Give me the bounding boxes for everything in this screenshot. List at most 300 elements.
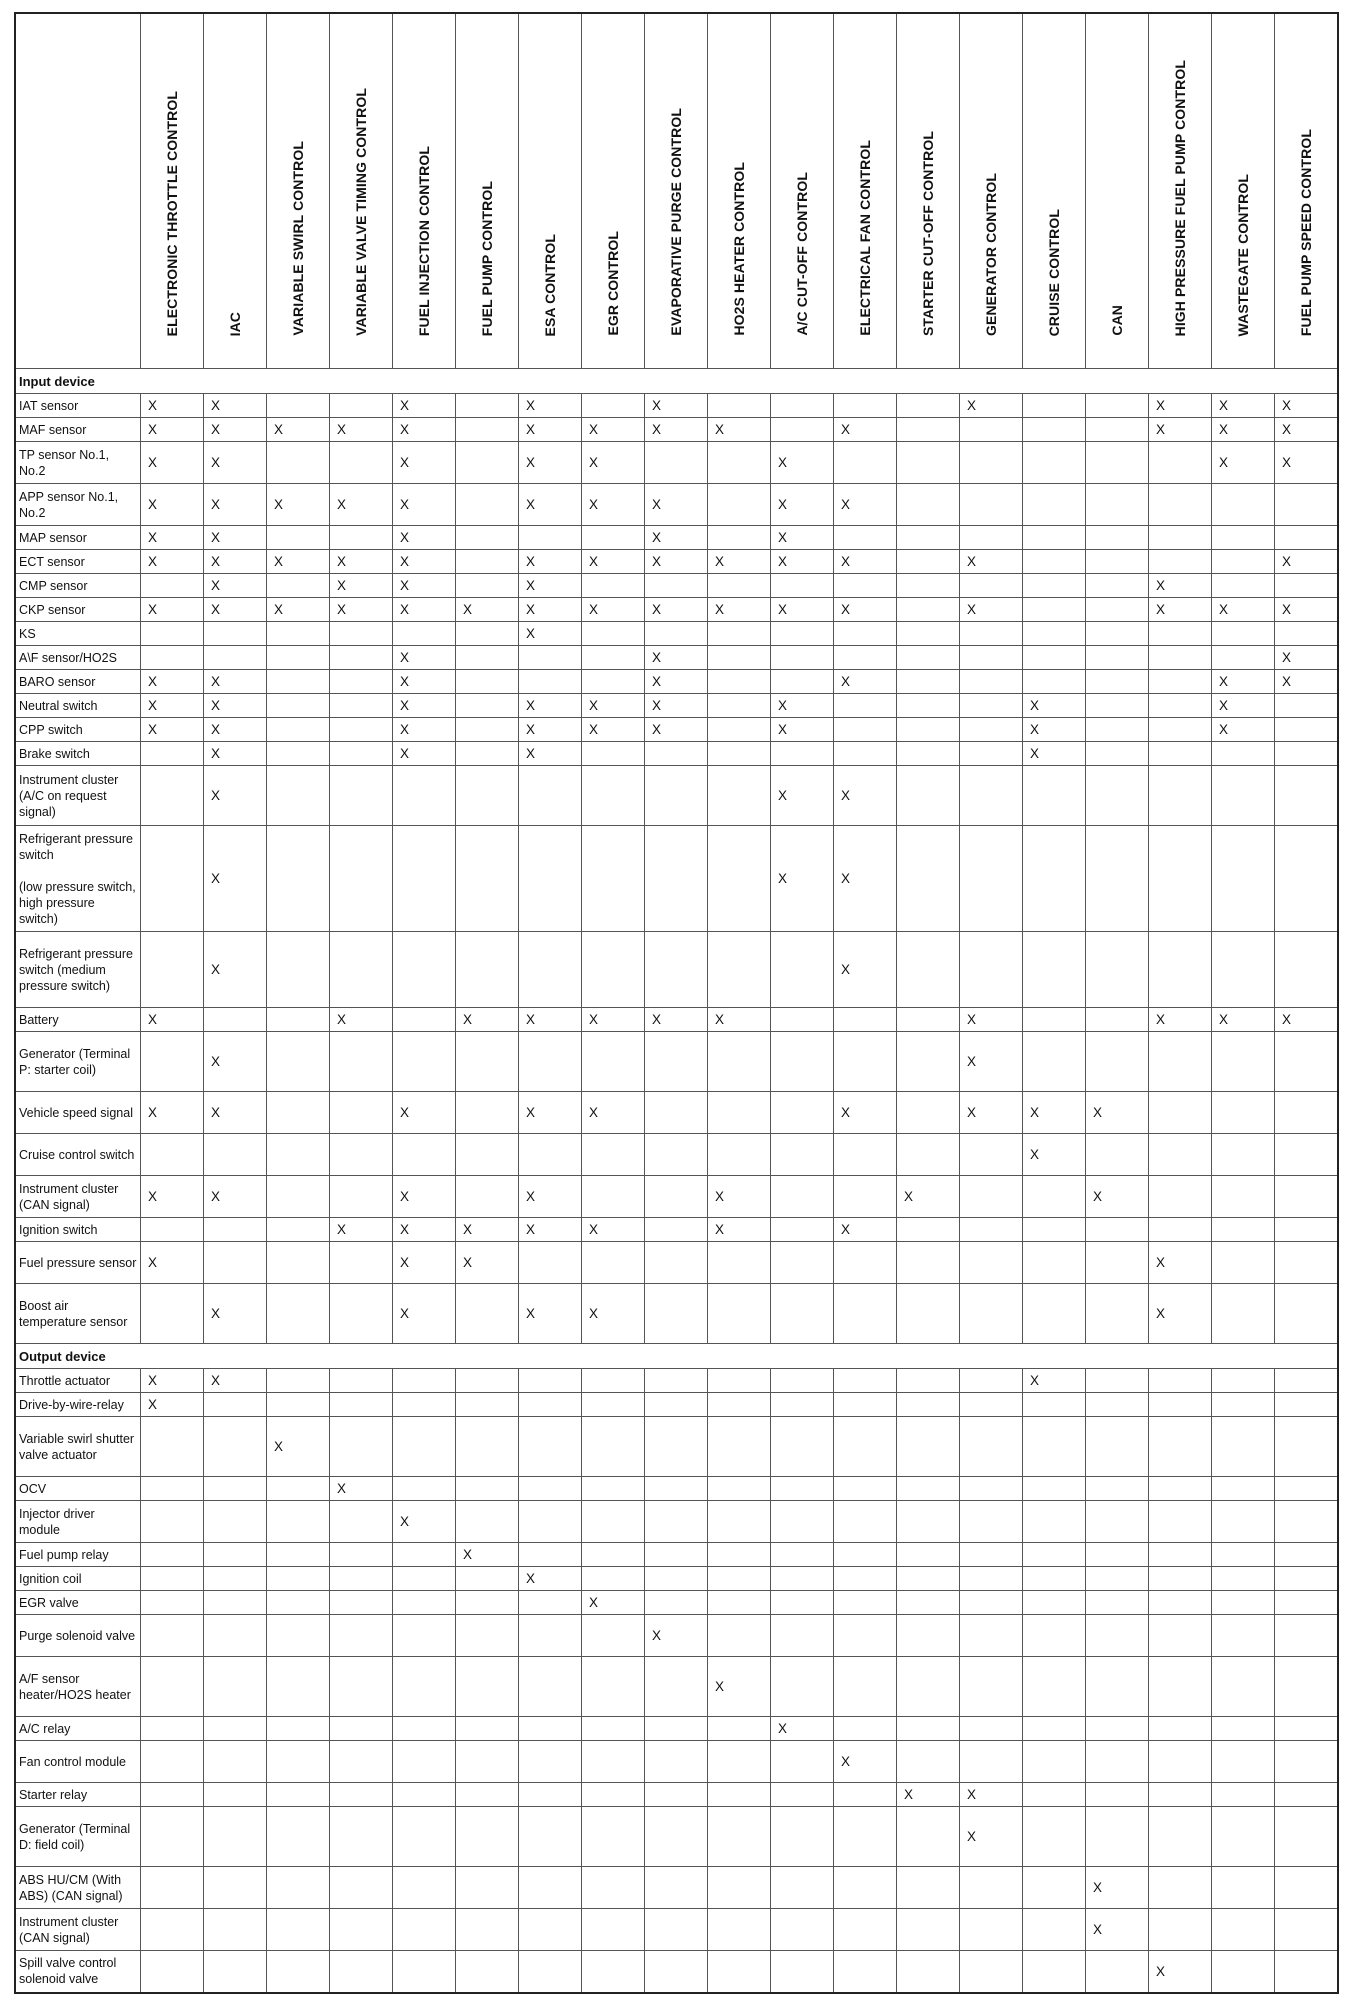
matrix-cell [1086,826,1149,932]
matrix-cell [960,1591,1023,1615]
x-mark: X [778,871,788,886]
matrix-cell [1212,1032,1275,1092]
x-mark: X [400,530,410,545]
matrix-cell [519,1008,582,1032]
table-row [15,1807,1338,1867]
matrix-cell [960,1134,1023,1176]
matrix-cell [393,1783,456,1807]
matrix-cell [771,418,834,442]
matrix-cell [582,670,645,694]
matrix-cell [393,1717,456,1741]
matrix-cell [960,1657,1023,1717]
x-mark: X [652,554,662,569]
matrix-cell [1086,622,1149,646]
matrix-cell [582,1741,645,1783]
matrix-cell [456,826,519,932]
matrix-cell [1086,598,1149,622]
x-mark: X [1156,1255,1166,1270]
x-mark: X [652,602,662,617]
table-row [15,394,1338,418]
matrix-cell [1212,1477,1275,1501]
matrix-cell [456,550,519,574]
table-row [15,1951,1338,1993]
matrix-cell [582,766,645,826]
matrix-cell [393,826,456,932]
matrix-cell [897,1284,960,1344]
matrix-cell [267,1807,330,1867]
matrix-cell [204,1567,267,1591]
matrix-cell [834,1543,897,1567]
matrix-cell [708,1741,771,1783]
matrix-cell [582,1867,645,1909]
matrix-cell [960,1176,1023,1218]
matrix-cell [1275,1591,1339,1615]
matrix-cell [834,1807,897,1867]
row-label: ECT sensor [15,550,141,574]
matrix-cell [1023,1369,1086,1393]
matrix-cell [393,1134,456,1176]
matrix-cell [1086,1741,1149,1783]
matrix-cell [1023,1092,1086,1134]
table-row [15,1008,1338,1032]
matrix-cell [771,826,834,932]
table-row [15,1783,1338,1807]
matrix-cell [645,1393,708,1417]
matrix-cell [1149,1807,1212,1867]
matrix-cell [1275,1807,1339,1867]
x-mark: X [463,1222,473,1237]
column-header-label: STARTER CUT-OFF CONTROL [920,130,936,336]
matrix-cell [267,1242,330,1284]
matrix-cell [1023,1783,1086,1807]
x-mark: X [526,722,536,737]
matrix-cell [897,826,960,932]
matrix-cell [1149,622,1212,646]
matrix-cell [960,1032,1023,1092]
matrix-cell [1149,826,1212,932]
matrix-cell [141,1134,204,1176]
matrix-cell [1149,932,1212,1008]
matrix-cell [1023,1134,1086,1176]
x-mark: X [337,497,347,512]
matrix-cell [708,1909,771,1951]
matrix-cell [204,394,267,418]
matrix-cell [582,394,645,418]
matrix-cell [141,826,204,932]
matrix-cell [519,742,582,766]
matrix-cell [1023,1032,1086,1092]
matrix-cell [1212,1176,1275,1218]
matrix-cell [582,574,645,598]
matrix-cell [456,932,519,1008]
column-header [1212,13,1275,369]
matrix-cell [960,1615,1023,1657]
column-header [645,13,708,369]
matrix-cell [267,1218,330,1242]
matrix-cell [393,622,456,646]
x-mark: X [526,497,536,512]
x-mark: X [841,554,851,569]
matrix-cell [1149,1741,1212,1783]
matrix-cell [960,718,1023,742]
column-header [834,13,897,369]
matrix-cell [141,622,204,646]
matrix-cell [267,1951,330,1993]
matrix-cell [1149,1591,1212,1615]
matrix-cell [1149,1008,1212,1032]
matrix-cell [1212,622,1275,646]
matrix-cell [456,1909,519,1951]
column-header [960,13,1023,369]
matrix-cell [1275,1909,1339,1951]
matrix-cell [1275,1092,1339,1134]
column-header-label: ELECTRONIC THROTTLE CONTROL [164,90,180,336]
matrix-cell [960,766,1023,826]
matrix-cell [519,826,582,932]
matrix-cell [960,1369,1023,1393]
x-mark: X [211,1373,221,1388]
matrix-cell [582,1783,645,1807]
matrix-cell [330,718,393,742]
matrix-cell [1275,1176,1339,1218]
matrix-cell [897,1543,960,1567]
matrix-cell [330,1657,393,1717]
matrix-cell [771,766,834,826]
x-mark: X [526,1012,536,1027]
row-label: MAF sensor [15,418,141,442]
matrix-cell [141,1741,204,1783]
x-mark: X [967,398,977,413]
x-mark: X [274,497,284,512]
matrix-cell [1149,418,1212,442]
matrix-cell [141,1008,204,1032]
x-mark: X [652,497,662,512]
x-mark: X [652,674,662,689]
column-header [1275,13,1339,369]
matrix-cell [960,1008,1023,1032]
matrix-cell [771,1615,834,1657]
x-mark: X [463,1547,473,1562]
matrix-cell [771,1951,834,1993]
matrix-cell [582,932,645,1008]
row-label: Fuel pressure sensor [15,1242,141,1284]
x-mark: X [148,674,158,689]
matrix-cell [456,526,519,550]
matrix-cell [897,1615,960,1657]
matrix-cell [645,574,708,598]
matrix-cell [771,1176,834,1218]
x-mark: X [400,602,410,617]
matrix-cell [960,526,1023,550]
matrix-cell [1212,1567,1275,1591]
matrix-cell [834,1176,897,1218]
table-row [15,484,1338,526]
matrix-cell [582,1242,645,1284]
matrix-cell [1275,1134,1339,1176]
matrix-cell [708,646,771,670]
x-mark: X [526,554,536,569]
matrix-cell [330,1284,393,1344]
x-mark: X [1282,674,1292,689]
matrix-cell [582,826,645,932]
matrix-cell [267,646,330,670]
row-label: Ignition coil [15,1567,141,1591]
x-mark: X [778,530,788,545]
matrix-cell [960,1284,1023,1344]
matrix-cell [330,1501,393,1543]
matrix-cell [645,1242,708,1284]
matrix-cell [834,1909,897,1951]
matrix-cell [1149,670,1212,694]
matrix-cell [1023,932,1086,1008]
matrix-cell [897,1783,960,1807]
matrix-cell [897,1591,960,1615]
matrix-cell [1275,932,1339,1008]
matrix-cell [645,1032,708,1092]
matrix-cell [1212,1717,1275,1741]
matrix-cell [141,550,204,574]
matrix-cell [1086,1218,1149,1242]
matrix-cell [1023,1477,1086,1501]
matrix-cell [393,1543,456,1567]
matrix-cell [1023,1867,1086,1909]
column-header [204,13,267,369]
matrix-cell [204,1417,267,1477]
matrix-cell [393,1501,456,1543]
matrix-cell [393,1867,456,1909]
matrix-cell [267,1092,330,1134]
x-mark: X [652,698,662,713]
matrix-cell [708,1615,771,1657]
x-mark: X [148,1189,158,1204]
x-mark: X [778,497,788,512]
column-header-label: ESA CONTROL [542,233,558,336]
matrix-cell [771,1393,834,1417]
matrix-cell [1086,550,1149,574]
matrix-cell [771,1417,834,1477]
x-mark: X [211,674,221,689]
row-label: Vehicle speed signal [15,1092,141,1134]
x-mark: X [526,698,536,713]
matrix-cell [1086,1393,1149,1417]
matrix-cell [960,1393,1023,1417]
matrix-cell [519,1783,582,1807]
matrix-cell [267,1501,330,1543]
x-mark: X [589,455,599,470]
row-label: Instrument cluster (CAN signal) [15,1176,141,1218]
matrix-cell [1212,694,1275,718]
matrix-cell [771,394,834,418]
matrix-cell [141,1092,204,1134]
x-mark: X [652,1012,662,1027]
table-row [15,1134,1338,1176]
matrix-cell [1023,670,1086,694]
matrix-cell [771,718,834,742]
row-label: Fan control module [15,1741,141,1783]
matrix-cell [645,1284,708,1344]
matrix-cell [1149,742,1212,766]
x-mark: X [148,497,158,512]
matrix-cell [1086,1477,1149,1501]
matrix-cell [1275,1501,1339,1543]
matrix-cell [582,598,645,622]
matrix-cell [708,574,771,598]
matrix-cell [708,1867,771,1909]
row-label: ABS HU/CM (With ABS) (CAN signal) [15,1867,141,1909]
column-header-label: FUEL INJECTION CONTROL [416,145,432,336]
matrix-cell [582,526,645,550]
matrix-cell [582,1657,645,1717]
table-row [15,742,1338,766]
x-mark: X [841,422,851,437]
matrix-cell [267,1741,330,1783]
matrix-cell [1086,1417,1149,1477]
table-row [15,1591,1338,1615]
row-label: Battery [15,1008,141,1032]
matrix-cell [204,550,267,574]
matrix-cell [1149,442,1212,484]
matrix-cell [519,1543,582,1567]
matrix-cell [204,826,267,932]
matrix-cell [1149,1909,1212,1951]
matrix-cell [645,1909,708,1951]
matrix-cell [267,442,330,484]
matrix-cell [456,742,519,766]
matrix-cell [645,718,708,742]
x-mark: X [211,422,221,437]
matrix-cell [393,1591,456,1615]
matrix-cell [897,484,960,526]
matrix-cell [330,1717,393,1741]
matrix-cell [1275,442,1339,484]
matrix-cell [330,1134,393,1176]
matrix-cell [1023,1717,1086,1741]
matrix-cell [1149,646,1212,670]
matrix-cell [897,766,960,826]
matrix-cell [456,418,519,442]
matrix-cell [834,1417,897,1477]
matrix-cell [708,1008,771,1032]
matrix-cell [1086,1032,1149,1092]
matrix-cell [330,418,393,442]
matrix-cell [897,1218,960,1242]
matrix-cell [960,1783,1023,1807]
matrix-cell [1275,1369,1339,1393]
matrix-cell [834,1218,897,1242]
table-row [15,598,1338,622]
x-mark: X [463,1255,473,1270]
column-header-label: EVAPORATIVE PURGE CONTROL [668,108,684,336]
section-header-row [15,1344,1338,1369]
matrix-cell [519,670,582,694]
matrix-cell [1086,1134,1149,1176]
matrix-cell [1212,1657,1275,1717]
matrix-cell [1212,646,1275,670]
matrix-cell [582,1477,645,1501]
matrix-cell [1149,526,1212,550]
matrix-cell [1212,598,1275,622]
matrix-cell [519,1218,582,1242]
matrix-cell [708,1393,771,1417]
x-mark: X [841,602,851,617]
x-mark: X [148,554,158,569]
x-mark: X [526,578,536,593]
matrix-cell [204,1501,267,1543]
x-mark: X [841,1105,851,1120]
table-row [15,1657,1338,1717]
matrix-cell [582,1591,645,1615]
matrix-cell [330,484,393,526]
matrix-cell [267,526,330,550]
matrix-cell [204,418,267,442]
matrix-cell [141,526,204,550]
x-mark: X [211,871,221,886]
matrix-cell [141,1242,204,1284]
matrix-cell [1212,484,1275,526]
matrix-cell [960,1218,1023,1242]
matrix-cell [267,484,330,526]
row-label: A\F sensor/HO2S [15,646,141,670]
column-header-label: A/C CUT-OFF CONTROL [794,172,810,336]
column-header-label: FUEL PUMP CONTROL [479,180,495,336]
matrix-cell [330,742,393,766]
matrix-cell [267,1008,330,1032]
x-mark: X [1219,1012,1229,1027]
matrix-cell [960,932,1023,1008]
matrix-cell [771,1369,834,1393]
table-row [15,670,1338,694]
matrix-cell [897,574,960,598]
matrix-cell [456,1393,519,1417]
x-mark: X [400,722,410,737]
matrix-cell [771,1591,834,1615]
matrix-cell [267,1783,330,1807]
row-label: Refrigerant pressure switch (medium pressure switch) [15,932,141,1008]
matrix-cell [519,1657,582,1717]
x-mark: X [211,962,221,977]
matrix-cell [519,1567,582,1591]
matrix-cell [519,1591,582,1615]
matrix-cell [708,932,771,1008]
matrix-cell [456,1242,519,1284]
matrix-cell [267,1543,330,1567]
matrix-cell [519,1176,582,1218]
matrix-cell [204,598,267,622]
matrix-cell [141,574,204,598]
matrix-cell [897,1741,960,1783]
matrix-cell [1275,1242,1339,1284]
matrix-cell [708,1092,771,1134]
column-header [1023,13,1086,369]
matrix-cell [960,622,1023,646]
x-mark: X [211,602,221,617]
x-mark: X [967,1787,977,1802]
matrix-cell [204,526,267,550]
x-mark: X [715,422,725,437]
x-mark: X [211,722,221,737]
x-mark: X [778,1721,788,1736]
matrix-cell [141,1369,204,1393]
x-mark: X [400,497,410,512]
x-mark: X [337,578,347,593]
matrix-cell [1149,1951,1212,1993]
matrix-cell [897,598,960,622]
x-mark: X [400,578,410,593]
column-header-label: IAC [227,311,243,336]
x-mark: X [715,1012,725,1027]
matrix-cell [330,670,393,694]
matrix-cell [960,1543,1023,1567]
